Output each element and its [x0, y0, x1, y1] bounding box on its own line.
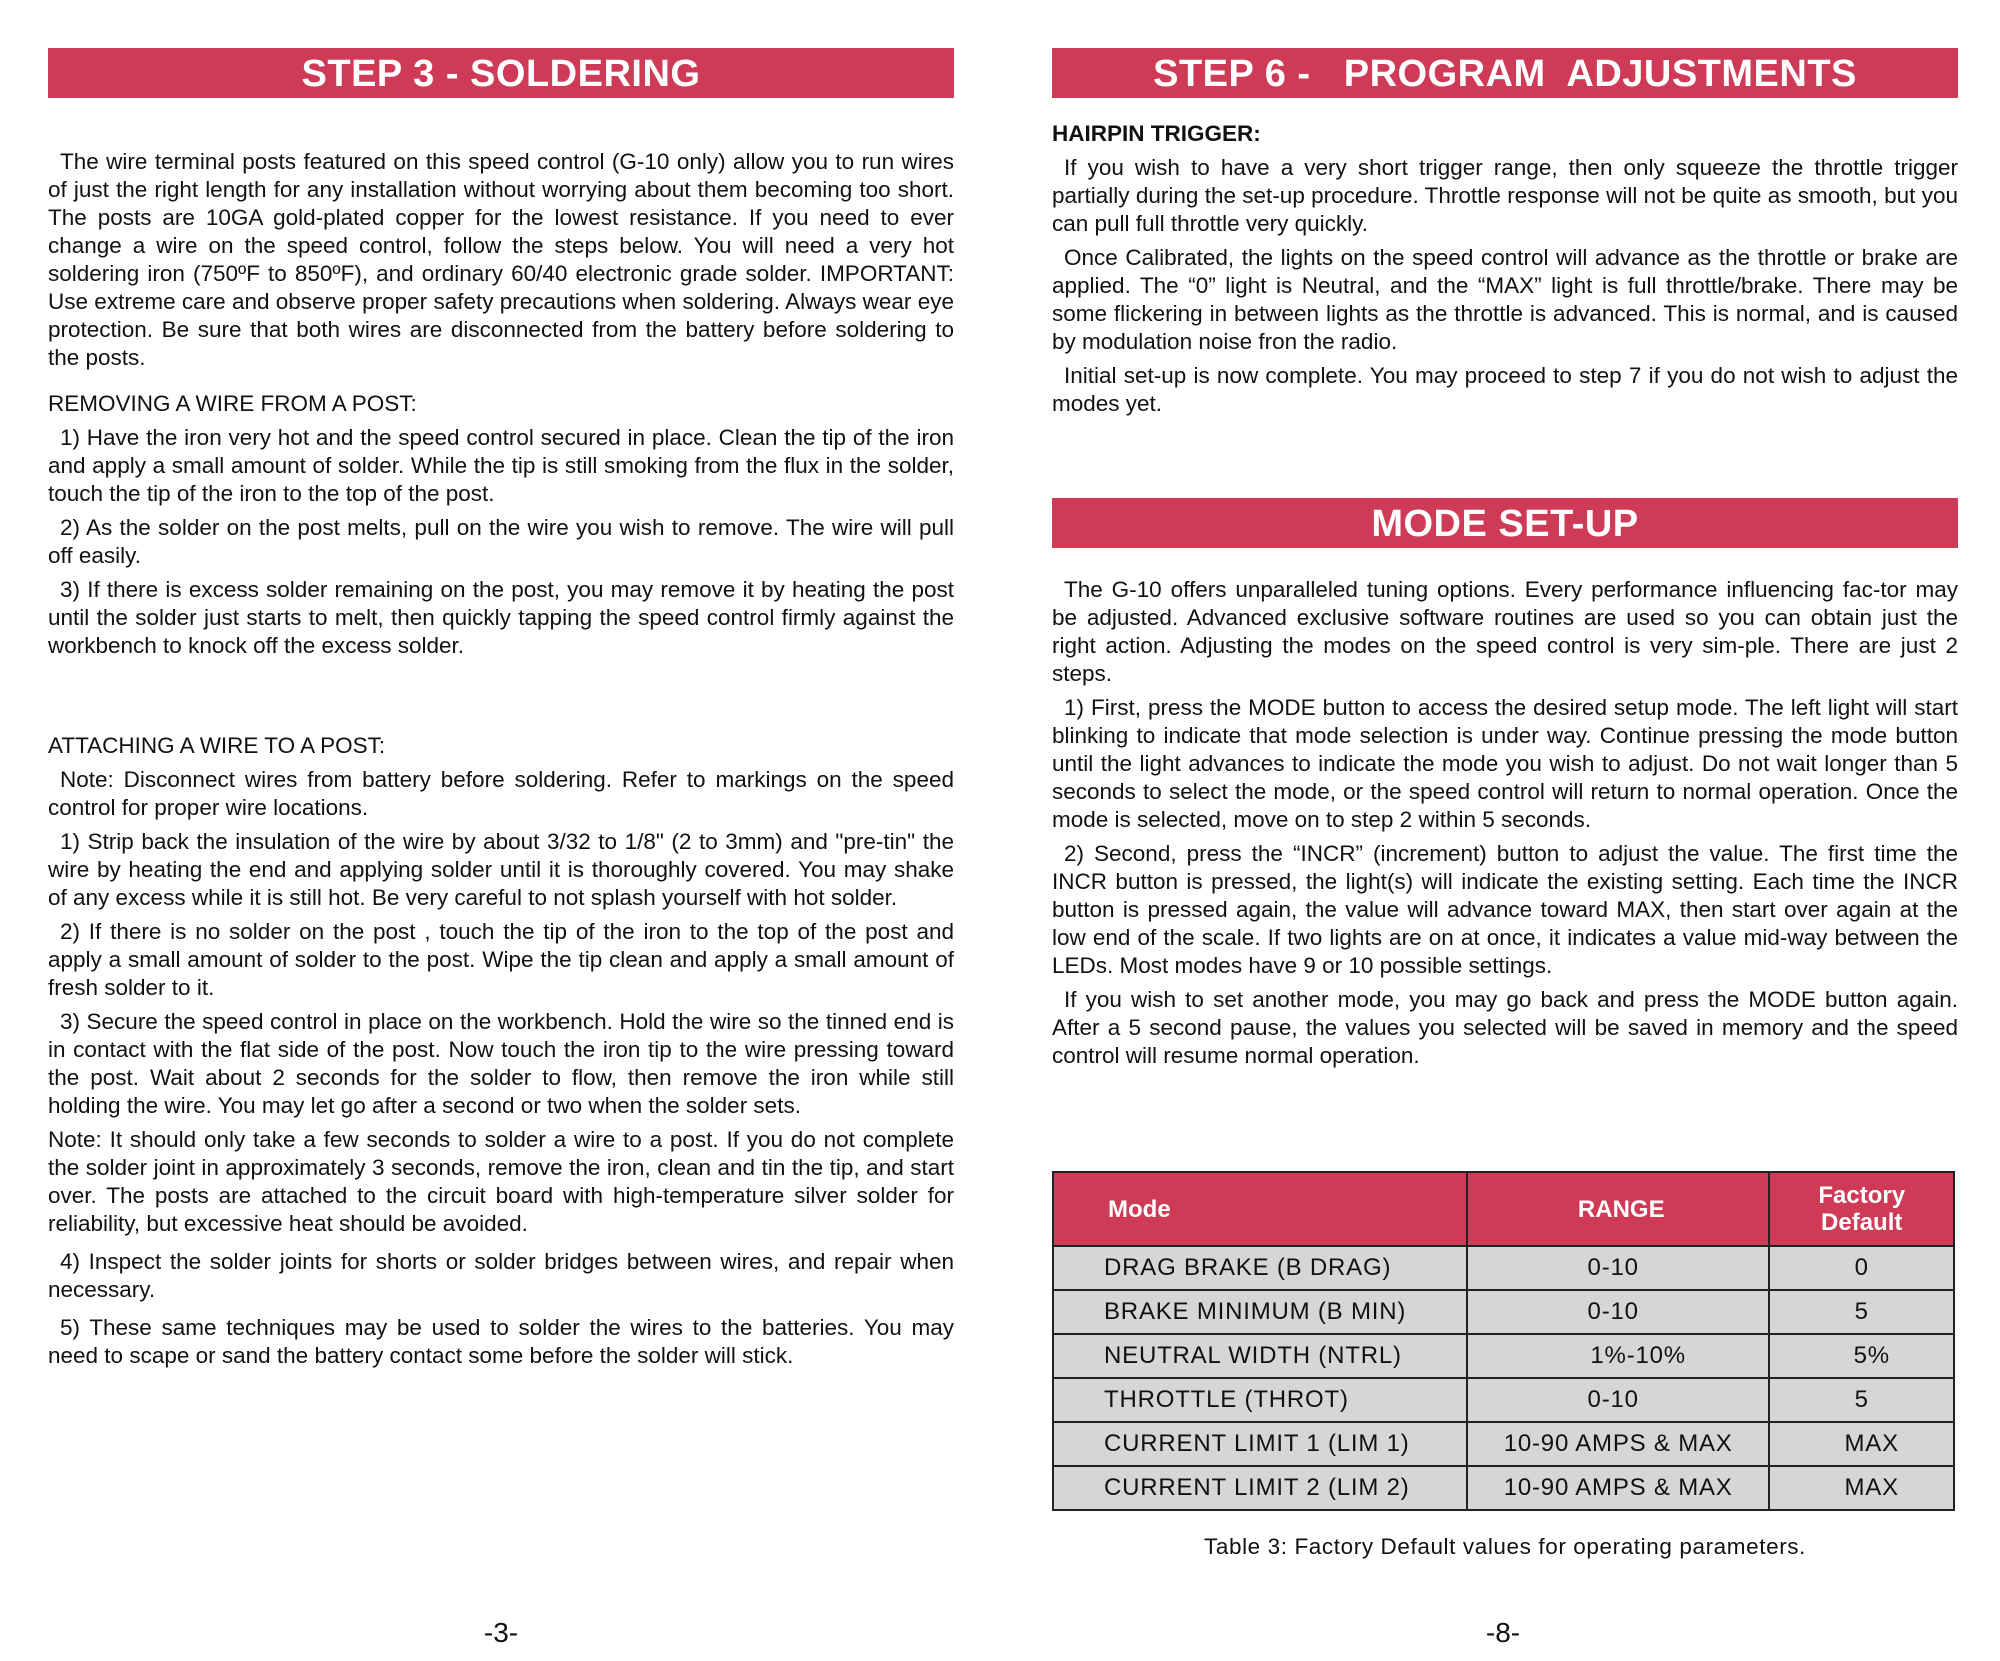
table-row — [1053, 1378, 1954, 1422]
header-factory: Factory — [1818, 1182, 1906, 1209]
hairpin-paragraph-3: Initial set-up is now complete. You may proceed to step 7 if you do not wish to adjust the modes yet. — [1052, 363, 1958, 416]
table-header-row — [1053, 1172, 1954, 1246]
attaching-note-2: Note: It should only take a few seconds to solder a wire to a post. If you do not complete the solder joint in approximately 3 seconds, remove the iron, clean and tin the tip, and start over. The posts are attached to the circuit board with high-temperature silver solder for reliability, but excessive heat should be avoided. — [48, 1127, 954, 1236]
range-cell: 0-10 — [1467, 1378, 1770, 1422]
header-mode: Mode — [1053, 1172, 1467, 1246]
removing-step-1: 1) Have the iron very hot and the speed control secured in place. Clean the tip of the iron and apply a small amount of solder. While the tip is still smoking from the flux in the solder, touch the tip of the iron to the top of the post. — [48, 425, 954, 506]
removing-step-3: 3) If there is excess solder remaining on the post, you may remove it by heating the post until the solder just starts to melt, then quickly tapping the speed control firmly against the workbench to knock off the excess solder. — [48, 577, 954, 658]
table-caption: Table 3: Factory Default values for operating parameters. — [1204, 1534, 1806, 1559]
attaching-step-1: 1) Strip back the insulation of the wire by about 3/32 to 1/8" (2 to 3mm) and "pre-tin" the wire by heating the end and applying solder until it is thoroughly covered. You may shake of any excess while it is still hot. Be very careful to not splash yourself with hot solder. — [48, 829, 954, 910]
attaching-note-1: Note: Disconnect wires from battery before soldering. Refer to markings on the speed control for proper wire locations. — [48, 767, 954, 820]
table-row — [1053, 1334, 1954, 1378]
removing-heading: REMOVING A WIRE FROM A POST: — [48, 391, 417, 416]
attaching-step-2: 2) If there is no solder on the post , touch the tip of the iron to the top of the post and apply a small amount of solder to the post. Wipe the tip clean and apply a small amount of fresh solder to it. — [48, 919, 954, 1000]
table-row — [1053, 1466, 1954, 1510]
table-row — [1053, 1290, 1954, 1334]
step3-banner: STEP 3 - SOLDERING — [48, 48, 954, 98]
removing-step-2: 2) As the solder on the post melts, pull on the wire you wish to remove. The wire will pull off easily. — [48, 515, 954, 568]
table-row — [1053, 1246, 1954, 1290]
range-cell: 0-10 — [1467, 1290, 1770, 1334]
mode-cell: BRAKE MINIMUM (B MIN) — [1053, 1290, 1467, 1334]
page-number-left: -3- — [483, 1617, 519, 1648]
mode-paragraph-3: 2) Second, press the “INCR” (increment) button to adjust the value. The first time the INCR button is pressed, the light(s) will indicate the existing setting. Each time the INCR button is pressed again, the value will advance toward MAX, then start over again at the low end of the scale. If two lights are on at once, it indicates a value mid-way between the LEDs. Most modes have 9 or 10 possible settings. — [1052, 841, 1958, 978]
range-cell: 1%-10% — [1467, 1334, 1770, 1378]
mode-cell: CURRENT LIMIT 1 (LIM 1) — [1053, 1422, 1467, 1466]
mode-cell: DRAG BRAKE (B DRAG) — [1053, 1246, 1467, 1290]
default-cell: MAX — [1769, 1466, 1954, 1510]
range-cell: 0-10 — [1467, 1246, 1770, 1290]
soldering-intro: The wire terminal posts featured on this speed control (G-10 only) allow you to run wires of just the right length for any installation without worrying about them becoming too short. The posts are 10GA gold-plated copper for the lowest resistance. If you need to ever change a wire on the speed control, follow the steps below. You will need a very hot soldering iron (750ºF to 850ºF), and ordinary 60/40 electronic grade solder. IMPORTANT: Use extreme care and observe proper safety precautions when soldering. Always wear eye protection. Be sure that both wires are disconnected from the battery before soldering to the posts. — [48, 149, 954, 370]
right-page — [1052, 48, 1958, 1070]
attaching-step-4: 4) Inspect the solder joints for shorts or solder bridges between wires, and repair when necessary. — [48, 1249, 954, 1302]
factory-defaults-table — [1052, 1171, 1955, 1511]
default-cell: 5 — [1769, 1290, 1954, 1334]
attaching-step-5: 5) These same techniques may be used to solder the wires to the batteries. You may need to scape or sand the battery contact some before the solder will stick. — [48, 1315, 954, 1368]
hairpin-paragraph-1: If you wish to have a very short trigger range, then only squeeze the throttle trigger partially during the set-up procedure. Throttle response will not be quite as smooth, but you can pull full throttle very quickly. — [1052, 155, 1958, 236]
mode-cell: THROTTLE (THROT) — [1053, 1378, 1467, 1422]
default-cell: 5% — [1769, 1334, 1954, 1378]
mode-paragraph-4: If you wish to set another mode, you may go back and press the MODE button again. After a 5 second pause, the values you selected will be saved in memory and the speed control will resume normal operation. — [1052, 987, 1958, 1068]
hairpin-paragraph-2: Once Calibrated, the lights on the speed control will advance as the throttle or brake are applied. The “0” light is Neutral, and the “MAX” light is full throttle/brake. There may be some flickering in between lights as the throttle is advanced. This is normal, and is caused by modulation noise fron the radio. — [1052, 245, 1958, 354]
mode-cell: NEUTRAL WIDTH (NTRL) — [1053, 1334, 1467, 1378]
default-cell: 0 — [1769, 1246, 1954, 1290]
range-cell: 10-90 AMPS & MAX — [1467, 1466, 1770, 1510]
header-range: RANGE — [1467, 1172, 1770, 1246]
mode-paragraph-2: 1) First, press the MODE button to access the desired setup mode. The left light will start blinking to indicate that mode selection is under way. Continue pressing the mode button until the light advances to indicate the mode you wish to adjust. Do not wait longer than 5 seconds to select the mode, or the speed control will return to normal operation. Once the mode is selected, move on to step 2 within 5 seconds. — [1052, 695, 1958, 832]
default-cell: MAX — [1769, 1422, 1954, 1466]
default-cell: 5 — [1769, 1378, 1954, 1422]
range-cell: 10-90 AMPS & MAX — [1467, 1422, 1770, 1466]
header-factory-default — [1769, 1172, 1954, 1246]
table-row — [1053, 1422, 1954, 1466]
mode-cell: CURRENT LIMIT 2 (LIM 2) — [1053, 1466, 1467, 1510]
header-default: Default — [1821, 1209, 1903, 1236]
mode-setup-banner: MODE SET-UP — [1052, 498, 1958, 548]
hairpin-heading: HAIRPIN TRIGGER: — [1052, 121, 1261, 146]
left-page — [48, 48, 954, 1370]
attaching-step-3: 3) Secure the speed control in place on the workbench. Hold the wire so the tinned end is in contact with the flat side of the post. Now touch the iron tip to the wire pressing toward the post. Wait about 2 seconds for the solder to flow, then remove the iron while still holding the wire. You may let go after a second or two when the solder sets. — [48, 1009, 954, 1118]
page-number-right: -8- — [1485, 1617, 1521, 1648]
step6-banner: STEP 6 - PROGRAM ADJUSTMENTS — [1052, 48, 1958, 98]
mode-paragraph-1: The G-10 offers unparalleled tuning options. Every performance influencing fac-tor may be adjusted. Advanced exclusive software routines are used so you can obtain just the right action. Adjusting the modes on the speed control is very sim-ple. There are just 2 steps. — [1052, 577, 1958, 686]
attaching-heading: ATTACHING A WIRE TO A POST: — [48, 733, 386, 758]
